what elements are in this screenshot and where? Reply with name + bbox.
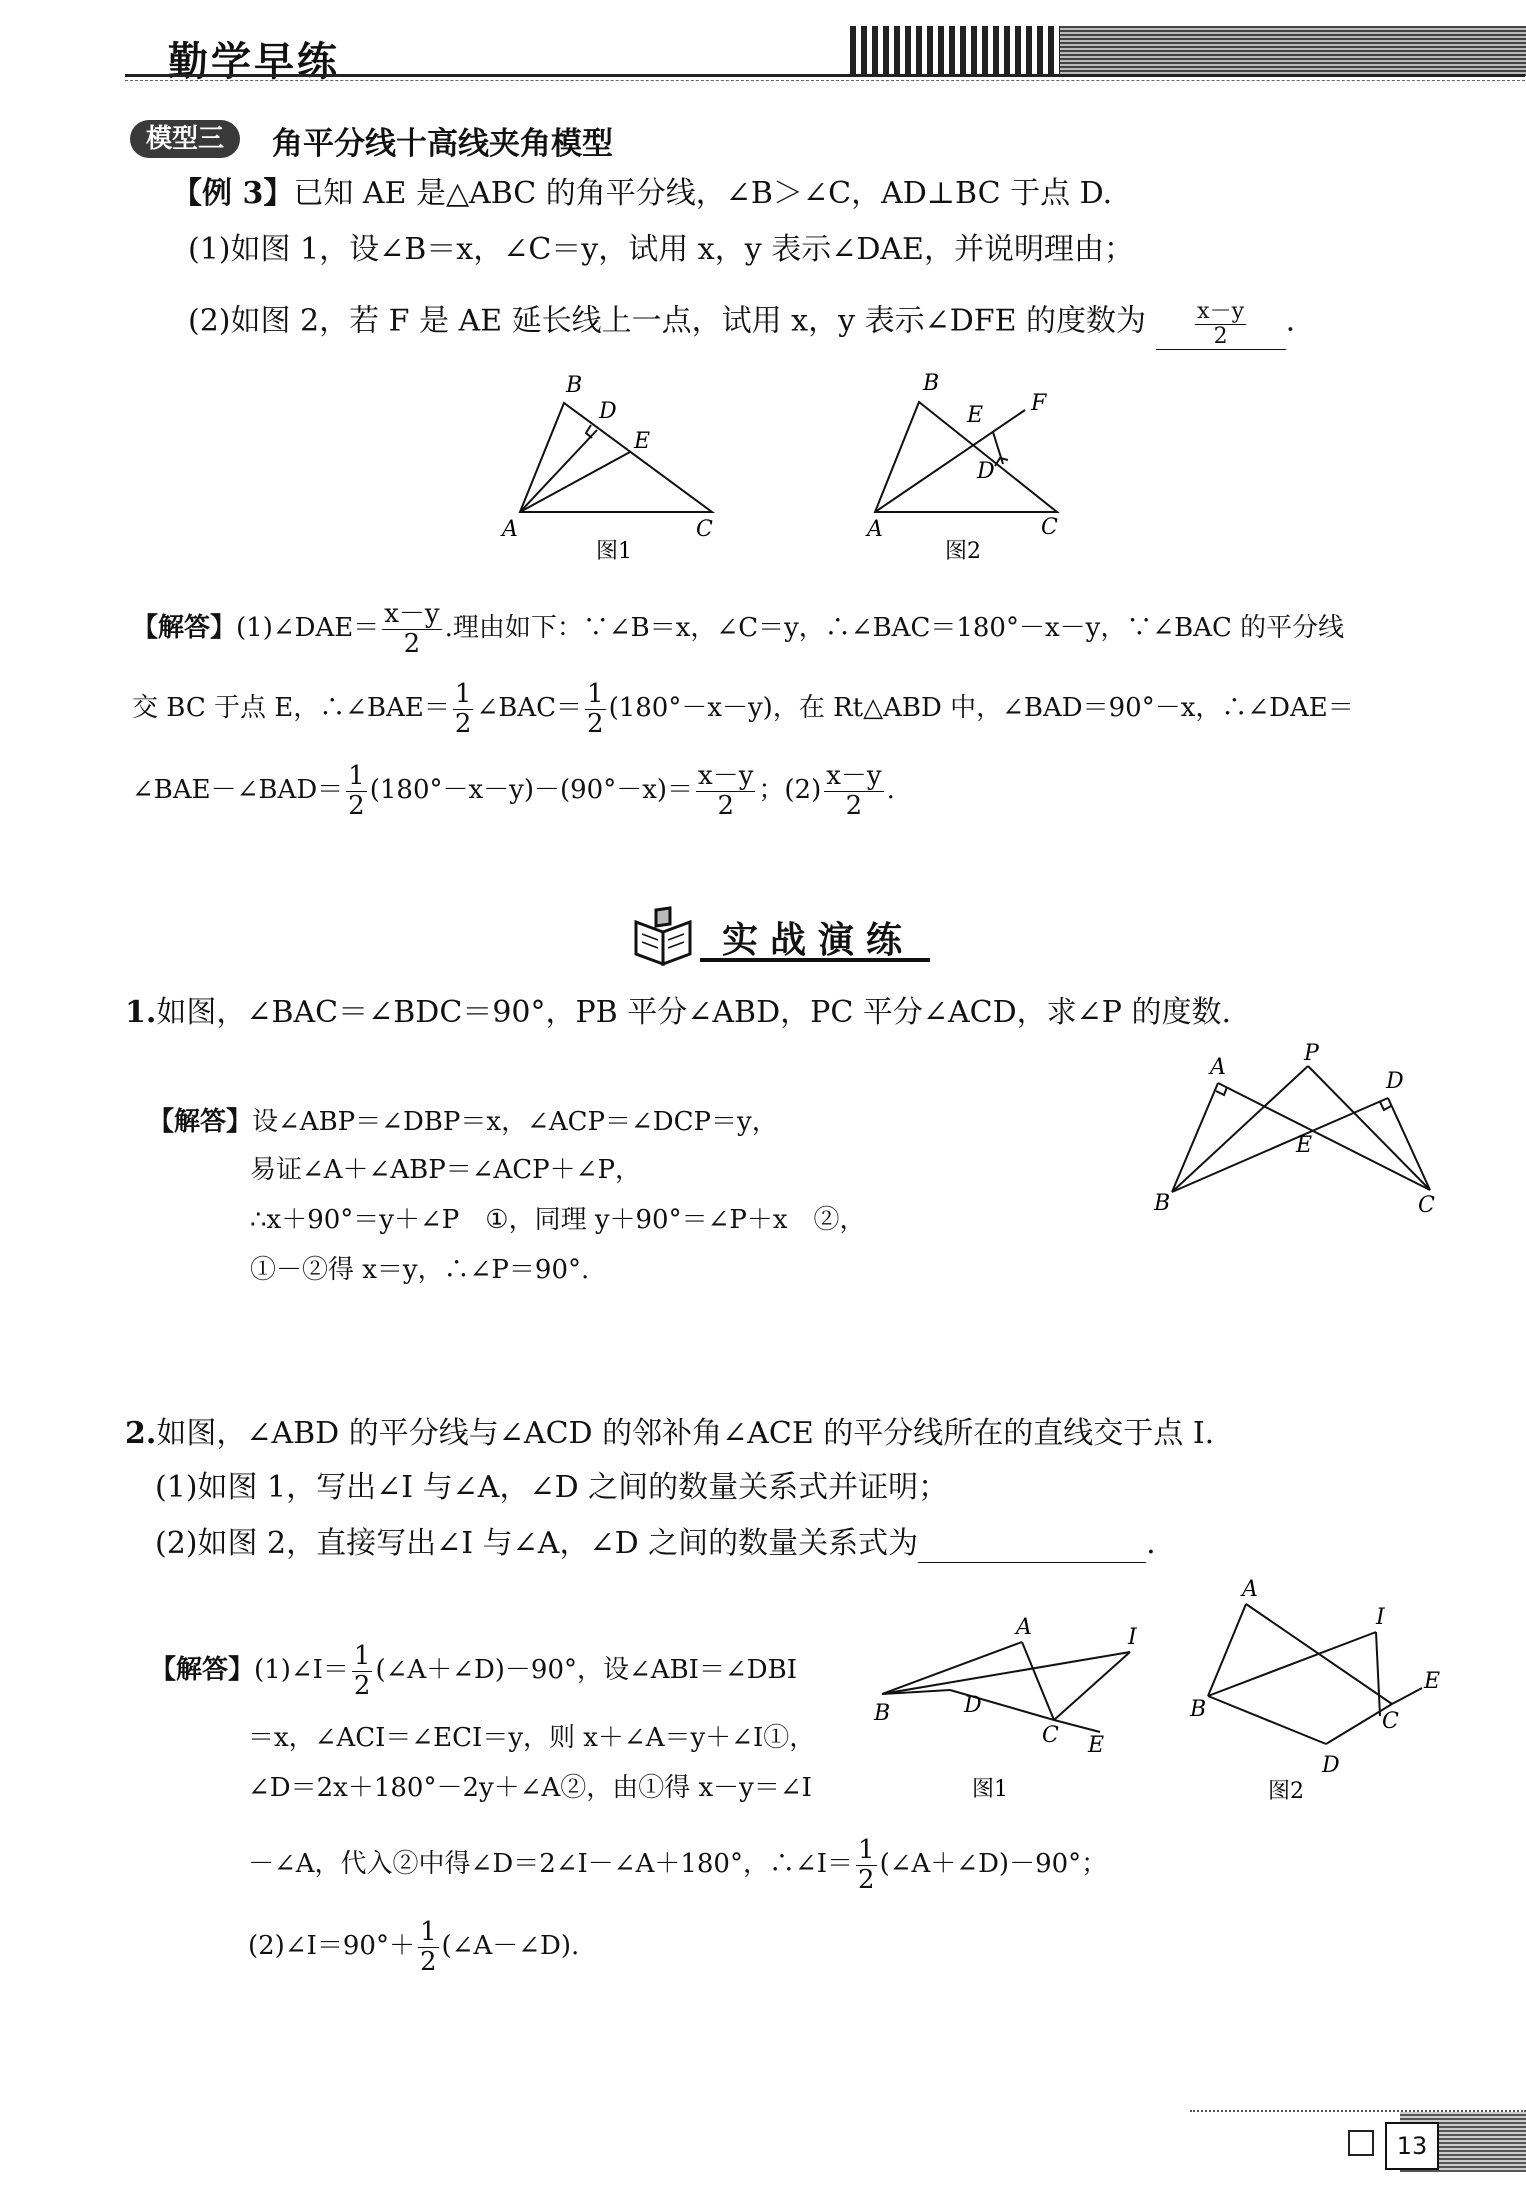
problem-2-figure-1 xyxy=(868,1596,1158,1816)
fig2-caption: 图2 xyxy=(945,539,981,560)
example-solution-l3-a: ∠BAE－∠BAD＝ xyxy=(132,775,344,806)
p2f1-label-I: I xyxy=(1128,1625,1137,1650)
problem-1-solution-line-1 xyxy=(148,1106,778,1139)
fraction-denominator: 2 xyxy=(845,790,863,821)
example-solution-l2-frac-2 xyxy=(585,680,606,738)
example-question-1: (1)如图 1，设∠B＝x，∠C＝y，试用 x，y 表示∠DAE，并说明理由； xyxy=(188,232,1134,267)
header-decoration-texture xyxy=(1060,26,1526,76)
example-stem xyxy=(172,176,1112,212)
problem-2-solution-line-4 xyxy=(248,1836,1107,1894)
problem-2-solution-l1-a: (1)∠I＝ xyxy=(254,1655,349,1686)
p2f1-line-CE xyxy=(1054,1720,1100,1732)
p1-label-D: D xyxy=(1386,1069,1404,1094)
problem-2-solution-line-5 xyxy=(248,1918,579,1976)
example-solution-l2-a: 交 BC 于点 E，∴∠BAE＝ xyxy=(132,693,450,724)
problem-1-stem xyxy=(125,995,1231,1031)
fraction-denominator: 2 xyxy=(858,1864,875,1895)
fraction-numerator: 1 xyxy=(419,1917,437,1947)
problem-2-solution-l1-frac xyxy=(352,1642,373,1700)
example-solution-line-2 xyxy=(132,680,1354,738)
fraction-denominator: 2 xyxy=(353,1670,371,1701)
fig2-label-B: B xyxy=(923,371,940,396)
problem-1-solution-l1: 设∠ABP＝∠DBP＝x，∠ACP＝∠DCP＝y， xyxy=(252,1107,778,1137)
example-q2-answer-blank xyxy=(1156,300,1286,350)
fraction-numerator: x－y xyxy=(384,599,440,629)
example-label: 【例 3】 xyxy=(172,176,294,211)
p1-label-A: A xyxy=(1210,1055,1226,1080)
p1-label-C: C xyxy=(1418,1193,1435,1218)
problem-1-solution-label: 【解答】 xyxy=(148,1107,253,1137)
section-underline xyxy=(700,958,930,962)
square-icon xyxy=(1348,2130,1374,2156)
p2f2-label-C: C xyxy=(1382,1709,1399,1734)
fig2-triangle xyxy=(875,402,1057,512)
example-q2-answer-num: x－y xyxy=(1197,299,1244,324)
example-figure-2 xyxy=(855,370,1095,560)
example-solution-l3-frac-3 xyxy=(824,762,883,820)
fraction-denominator: 2 xyxy=(348,790,365,821)
example-solution-line-1 xyxy=(132,600,1344,658)
fig2-label-F: F xyxy=(1031,391,1047,416)
example-q2-answer xyxy=(1195,300,1246,349)
p2f1-label-E: E xyxy=(1088,1733,1105,1758)
problem-1-solution-line-2: 易证∠A＋∠ABP＝∠ACP＋∠P， xyxy=(250,1155,641,1185)
fig1-label-D: D xyxy=(599,399,617,424)
p2f2-label-D: D xyxy=(1322,1753,1340,1778)
example-solution-l1-frac xyxy=(382,600,441,658)
p2f1-line-BI xyxy=(882,1652,1130,1694)
example-q2-end: . xyxy=(1285,303,1296,339)
header-rule-dashed xyxy=(125,80,1525,81)
fig2-label-D: D xyxy=(977,459,995,484)
example-solution-label: 【解答】 xyxy=(132,613,237,644)
example-solution-l3-frac-1 xyxy=(346,762,367,820)
problem-2-answer-blank xyxy=(918,1526,1146,1563)
fraction-denominator: 2 xyxy=(587,708,604,739)
fig1-label-E: E xyxy=(634,429,651,454)
problem-2-question-2 xyxy=(155,1526,1156,1563)
fig1-altitude-AD xyxy=(520,430,597,512)
p1-label-E: E xyxy=(1296,1133,1313,1158)
example-solution-l3-frac-2 xyxy=(696,762,755,820)
p1-line-CD xyxy=(1388,1098,1430,1190)
problem-2-solution-l5-a: (2)∠I＝90°＋ xyxy=(248,1931,415,1962)
p2f1-label-D: D xyxy=(964,1693,982,1718)
problem-2-stem-text: 如图，∠ABD 的平分线与∠ACD 的邻补角∠ACE 的平分线所在的直线交于点 I. xyxy=(156,1416,1215,1451)
p1-line-BP xyxy=(1172,1066,1308,1192)
problem-2-stem xyxy=(125,1416,1214,1452)
p2f2-line-BD xyxy=(1208,1696,1326,1744)
p2f2-line-CE xyxy=(1392,1688,1422,1704)
p2f2-label-I: I xyxy=(1376,1605,1385,1630)
book-icon xyxy=(630,904,700,968)
p2f2-line-BI xyxy=(1208,1632,1376,1696)
p1-label-B: B xyxy=(1154,1191,1171,1216)
fig1-bisector-AE xyxy=(520,452,630,512)
fig1-label-B: B xyxy=(566,373,583,398)
problem-2-solution-line-3: ∠D＝2x＋180°－2y＋∠A②，由①得 x－y＝∠I xyxy=(248,1773,812,1803)
example-q2-answer-den: 2 xyxy=(1213,324,1228,350)
example-solution-l1-b: .理由如下：∵∠B＝x，∠C＝y，∴∠BAC＝180°－x－y，∵∠BAC 的平分线 xyxy=(444,613,1345,644)
fig2-label-A: A xyxy=(867,517,883,542)
problem-1-stem-text: 如图，∠BAC＝∠BDC＝90°，PB 平分∠ABD，PC 平分∠ACD，求∠P 的度数. xyxy=(156,995,1232,1030)
p2-fig2-caption: 图2 xyxy=(1268,1779,1304,1804)
p2f2-label-E: E xyxy=(1424,1669,1441,1694)
p2f2-line-IC xyxy=(1376,1632,1380,1716)
example-stem-text: 已知 AE 是△ABC 的角平分线，∠B＞∠C，AD⊥BC 于点 D. xyxy=(293,176,1113,211)
problem-2-solution-l5-frac xyxy=(418,1918,439,1976)
problem-2-figure-2 xyxy=(1186,1576,1446,1816)
problem-2-solution-l5-b: (∠A－∠D). xyxy=(441,1931,580,1962)
problem-1-solution-line-3: ∴x＋90°＝y＋∠P ①，同理 y＋90°＝∠P＋x ②， xyxy=(250,1205,866,1235)
example-solution-line-3 xyxy=(132,762,895,820)
p2-fig1-caption: 图1 xyxy=(972,1777,1008,1802)
p1-line-BD xyxy=(1172,1098,1388,1192)
header-title: 勤学早练 xyxy=(168,39,340,85)
section-title: 实战演练 xyxy=(722,920,915,961)
p2f1-line-BA xyxy=(882,1642,1022,1694)
p1-right-angle-A xyxy=(1216,1087,1227,1095)
example-solution-l3-d: . xyxy=(886,775,895,806)
problem-2-q2-end: . xyxy=(1146,1526,1156,1561)
fraction-denominator: 2 xyxy=(403,628,421,659)
problem-2-solution-l1-b: (∠A＋∠D)－90°，设∠ABI＝∠DBI xyxy=(375,1655,797,1686)
problem-2-solution-line-1 xyxy=(150,1642,797,1700)
p2f2-label-B: B xyxy=(1190,1697,1207,1722)
fig1-label-A: A xyxy=(502,517,518,542)
problem-2-solution-l4-frac xyxy=(856,1836,877,1894)
problem-1-figure xyxy=(1140,1040,1440,1220)
fraction-numerator: 1 xyxy=(454,679,472,709)
fraction-numerator: 1 xyxy=(348,761,365,791)
page-number: 13 xyxy=(1385,2122,1439,2170)
example-solution-l2-c: (180°－x－y)，在 Rt△ABD 中，∠BAD＝90°－x，∴∠DAE＝ xyxy=(608,693,1354,724)
problem-2-solution-label: 【解答】 xyxy=(150,1655,255,1686)
problem-2-solution-l4-a: －∠A，代入②中得∠D＝2∠I－∠A＋180°，∴∠I＝ xyxy=(248,1849,854,1880)
p1-line-CA xyxy=(1218,1083,1430,1190)
fig1-caption: 图1 xyxy=(596,539,632,560)
example-solution-l2-frac-1 xyxy=(453,680,474,738)
example-figure-1 xyxy=(500,370,740,560)
p2f1-label-B: B xyxy=(874,1701,891,1726)
example-solution-l3-b: (180°－x－y)－(90°－x)＝ xyxy=(369,775,694,806)
problem-1-solution-line-4: ①－②得 x＝y，∴∠P＝90°. xyxy=(250,1255,590,1285)
fraction-denominator: 2 xyxy=(419,1946,437,1977)
p2f1-line-AC xyxy=(1022,1642,1054,1720)
header-rule xyxy=(125,74,1525,77)
example-solution-l1-a: (1)∠DAE＝ xyxy=(236,613,380,644)
problem-1-number: 1. xyxy=(125,995,157,1030)
fraction-numerator: 1 xyxy=(858,1835,875,1865)
p1-line-CP xyxy=(1308,1066,1430,1190)
p2f1-label-A: A xyxy=(1016,1615,1032,1640)
p2f1-label-C: C xyxy=(1042,1723,1059,1748)
problem-2-solution-l4-b: (∠A＋∠D)－90°； xyxy=(879,1849,1108,1880)
example-q2-text: (2)如图 2，若 F 是 AE 延长线上一点，试用 x，y 表示∠DFE 的度数为 xyxy=(188,303,1147,339)
example-solution-l2-b: ∠BAC＝ xyxy=(476,693,583,724)
p2f2-line-BA xyxy=(1208,1604,1246,1696)
model-badge: 模型三 xyxy=(130,120,240,158)
problem-2-solution-line-2: ＝x，∠ACI＝∠ECI＝y，则 x＋∠A＝y＋∠I①， xyxy=(248,1723,816,1753)
fraction-denominator: 2 xyxy=(717,790,734,821)
fig2-label-E: E xyxy=(967,403,984,428)
fig2-label-C: C xyxy=(1041,515,1058,540)
fig1-right-angle-mark xyxy=(586,425,592,438)
fraction-numerator: 1 xyxy=(353,1641,371,1671)
fig1-label-C: C xyxy=(696,517,713,542)
fraction-denominator: 2 xyxy=(454,708,472,739)
fraction-numerator: x－y xyxy=(698,761,754,791)
example-question-2 xyxy=(188,300,1295,350)
problem-2-question-1: (1)如图 1，写出∠I 与∠A，∠D 之间的数量关系式并证明； xyxy=(155,1470,949,1505)
problem-2-q2-text: (2)如图 2，直接写出∠I 与∠A，∠D 之间的数量关系式为 xyxy=(155,1526,919,1561)
p2f2-label-A: A xyxy=(1242,1577,1258,1602)
problem-2-number: 2. xyxy=(125,1416,157,1451)
p1-label-P: P xyxy=(1304,1041,1319,1066)
model-title: 角平分线十高线夹角模型 xyxy=(272,126,613,162)
fraction-numerator: x－y xyxy=(826,761,882,791)
fraction-numerator: 1 xyxy=(587,679,604,709)
example-solution-l3-c: ；(2) xyxy=(758,775,822,806)
